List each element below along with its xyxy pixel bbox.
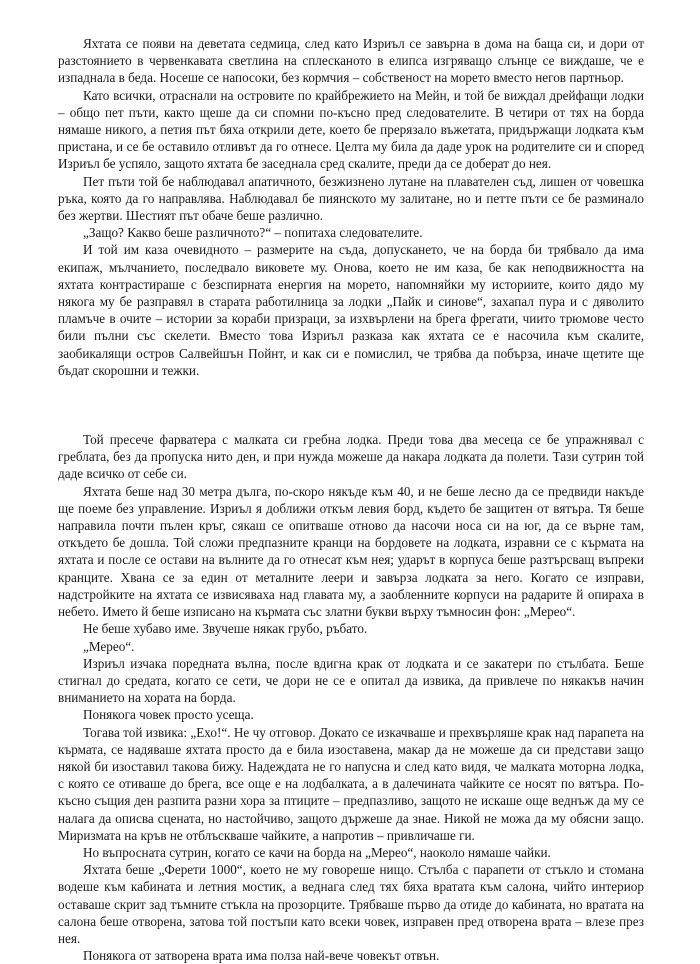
paragraph: Изриъл изчака поредната вълна, после вдигна крак от лодката и се закатери по стълбата. Беше стигнал до средата, когато се сети, че дори не се е опитал да извика, да привлече по някакъв начин вниманието на хората на борда. xyxy=(58,655,644,706)
paragraph: Той пресече фарватера с малката си гребна лодка. Преди това два месеца се бе упражнявал с греблата, без да пропуска нито ден, и при нужда можеше да накара лодката да полети. Тази сутрин той даде всичко от себе си. xyxy=(58,432,644,482)
paragraph: Като всички, отраснали на островите по крайбрежието на Мейн, и той бе виждал дрейфащи лодки – общо пет пъти, както щеше да си спомни по-късно пред следователите. В четири от тях на борда нямаше никого, а петия път бяха открили дете, което бе прерязало въжетата, придържащи лодката към пристана, и се бе оставило отливът да го отнесе. Целта му била да даде урок на родителите си и според Изриъл бе успяло, защото яхтата бе заседнала сред скалите, преди да се доберат до нея. xyxy=(58,87,644,172)
paragraph: Тогава той извика: „Ехо!“. Не чу отговор. Докато се изкачваше и прехвърляше крак над парапета на кърмата, се надяваше яхтата просто да е била изоставена, макар да не можеше да си представи защо някой би изоставил такова бижу. Надеждата не го напусна и след като видя, че малката моторна лодка, с която се отиваше до брега, все още е на лодбалката, а в далечината чайките се носят по вятъра. По-късно същия ден разпита разни хора за птиците – предпазливо, защото не искаше още веднъж да му се налага да описва сцената, но настойчиво, защото държеше да знае. Никой не можа да му обясни защо. Миризмата на кръв не отблъскваше чайките, а напротив – привличаше ги. xyxy=(58,724,644,843)
paragraph: „Защо? Какво беше различното?“ – попитаха следователите. xyxy=(83,225,423,241)
paragraph: Понякога човек просто усеща. xyxy=(83,707,254,723)
paragraph: Пет пъти той бе наблюдавал апатичното, безжизнено лутане на плавателен съд, лишен от човешка ръка, която да го направлява. Наблюдавал бе пиянското му залитане, но и петте пъти се бе разминало без жертви. Шестият път обаче беше различно. xyxy=(58,173,644,224)
document-page xyxy=(58,35,644,964)
paragraph: „Мерео“. xyxy=(83,638,135,654)
section-two xyxy=(58,431,644,964)
section-one xyxy=(58,35,644,379)
paragraph: Понякога от затворена врата има полза най-вече човекът отвън. xyxy=(83,948,440,964)
paragraph: Яхтата беше над 30 метра дълга, по-скоро някъде към 40, и не беше лесно да се предвиди накъде ще поеме без управление. Изриъл я доближи откъм левия борд, където бе защитен от вятъра. Тя беше направила почти пълен кръг, сякаш се опитваше отново да насочи носа си на юг, да се върне там, откъдето бе дошла. Той сложи предпазните кранци на бордовете на лодката, изравни се с кърмата на яхтата и после се остави на вълните да го отнесат към нея; ударът в корпуса беше разтърсващ въпреки кранците. Хвана се за един от металните леери и завърза лодката за него. Когато се изправи, надстройките на яхтата се извисяваха над главата му, а заобленните корпуси на радарите й опираха в небето. Името й беше изписано на кърмата със златни букви върху тъмносин фон: „Мерео“. xyxy=(58,483,644,620)
paragraph: Яхтата беше „Ферети 1000“, което не му говореше нищо. Стълба с парапети от стъкло и стомана водеше към кабината и летния мостик, а веднага след тях бяха вратата към салона, чийто интериор оставаше скрит зад тъмните стъкла на прозорците. Трябваше първо да отиде до кабината, но вратата на салона беше отворена, затова той постъпи като всеки човек, изправен пред отворена врата – влезе през нея. xyxy=(58,862,644,946)
paragraph: Яхтата се появи на деветата седмица, след като Изриъл се завърна в дома на баща си, и дори от разстоянието в червенкавата светлина на сплесканото в елипса изгряващо слънце се виждаше, че е изпаднала в беда. Носеше се напосоки, без кормчия – собственост на морето вместо негов партньор. xyxy=(58,36,644,86)
paragraph: И той им каза очевидното – размерите на съда, допускането, че на борда би трябвало да има екипаж, мълчанието, последвало виковете му. Онова, което не им каза, бе как неподвижността на яхтата контрастираше с безспирната енергия на морето, напомняйки му историите, които дядо му някога му бе разправял в старата работилница за лодки „Пайк и синове“, захапал пура и с дяволито пламъче в очите – истории за кораби призраци, за изхвърлени на брега фрегати, чиито трюмове често били пълни със скелети. Вместо това Изриъл разказа как яхтата се е насочила към скалите, заобикалящи остров Салвейшън Пойнт, и как си е помислил, че трябва да побърза, иначе щетите ще бъдат скорошни и тежки. xyxy=(58,242,644,378)
paragraph: Не беше хубаво име. Звучеше някак грубо, ръбато. xyxy=(83,621,368,637)
section-break xyxy=(58,379,644,431)
paragraph: Но въпросната сутрин, когато се качи на борда на „Мерео“, наоколо нямаше чайки. xyxy=(83,844,551,860)
